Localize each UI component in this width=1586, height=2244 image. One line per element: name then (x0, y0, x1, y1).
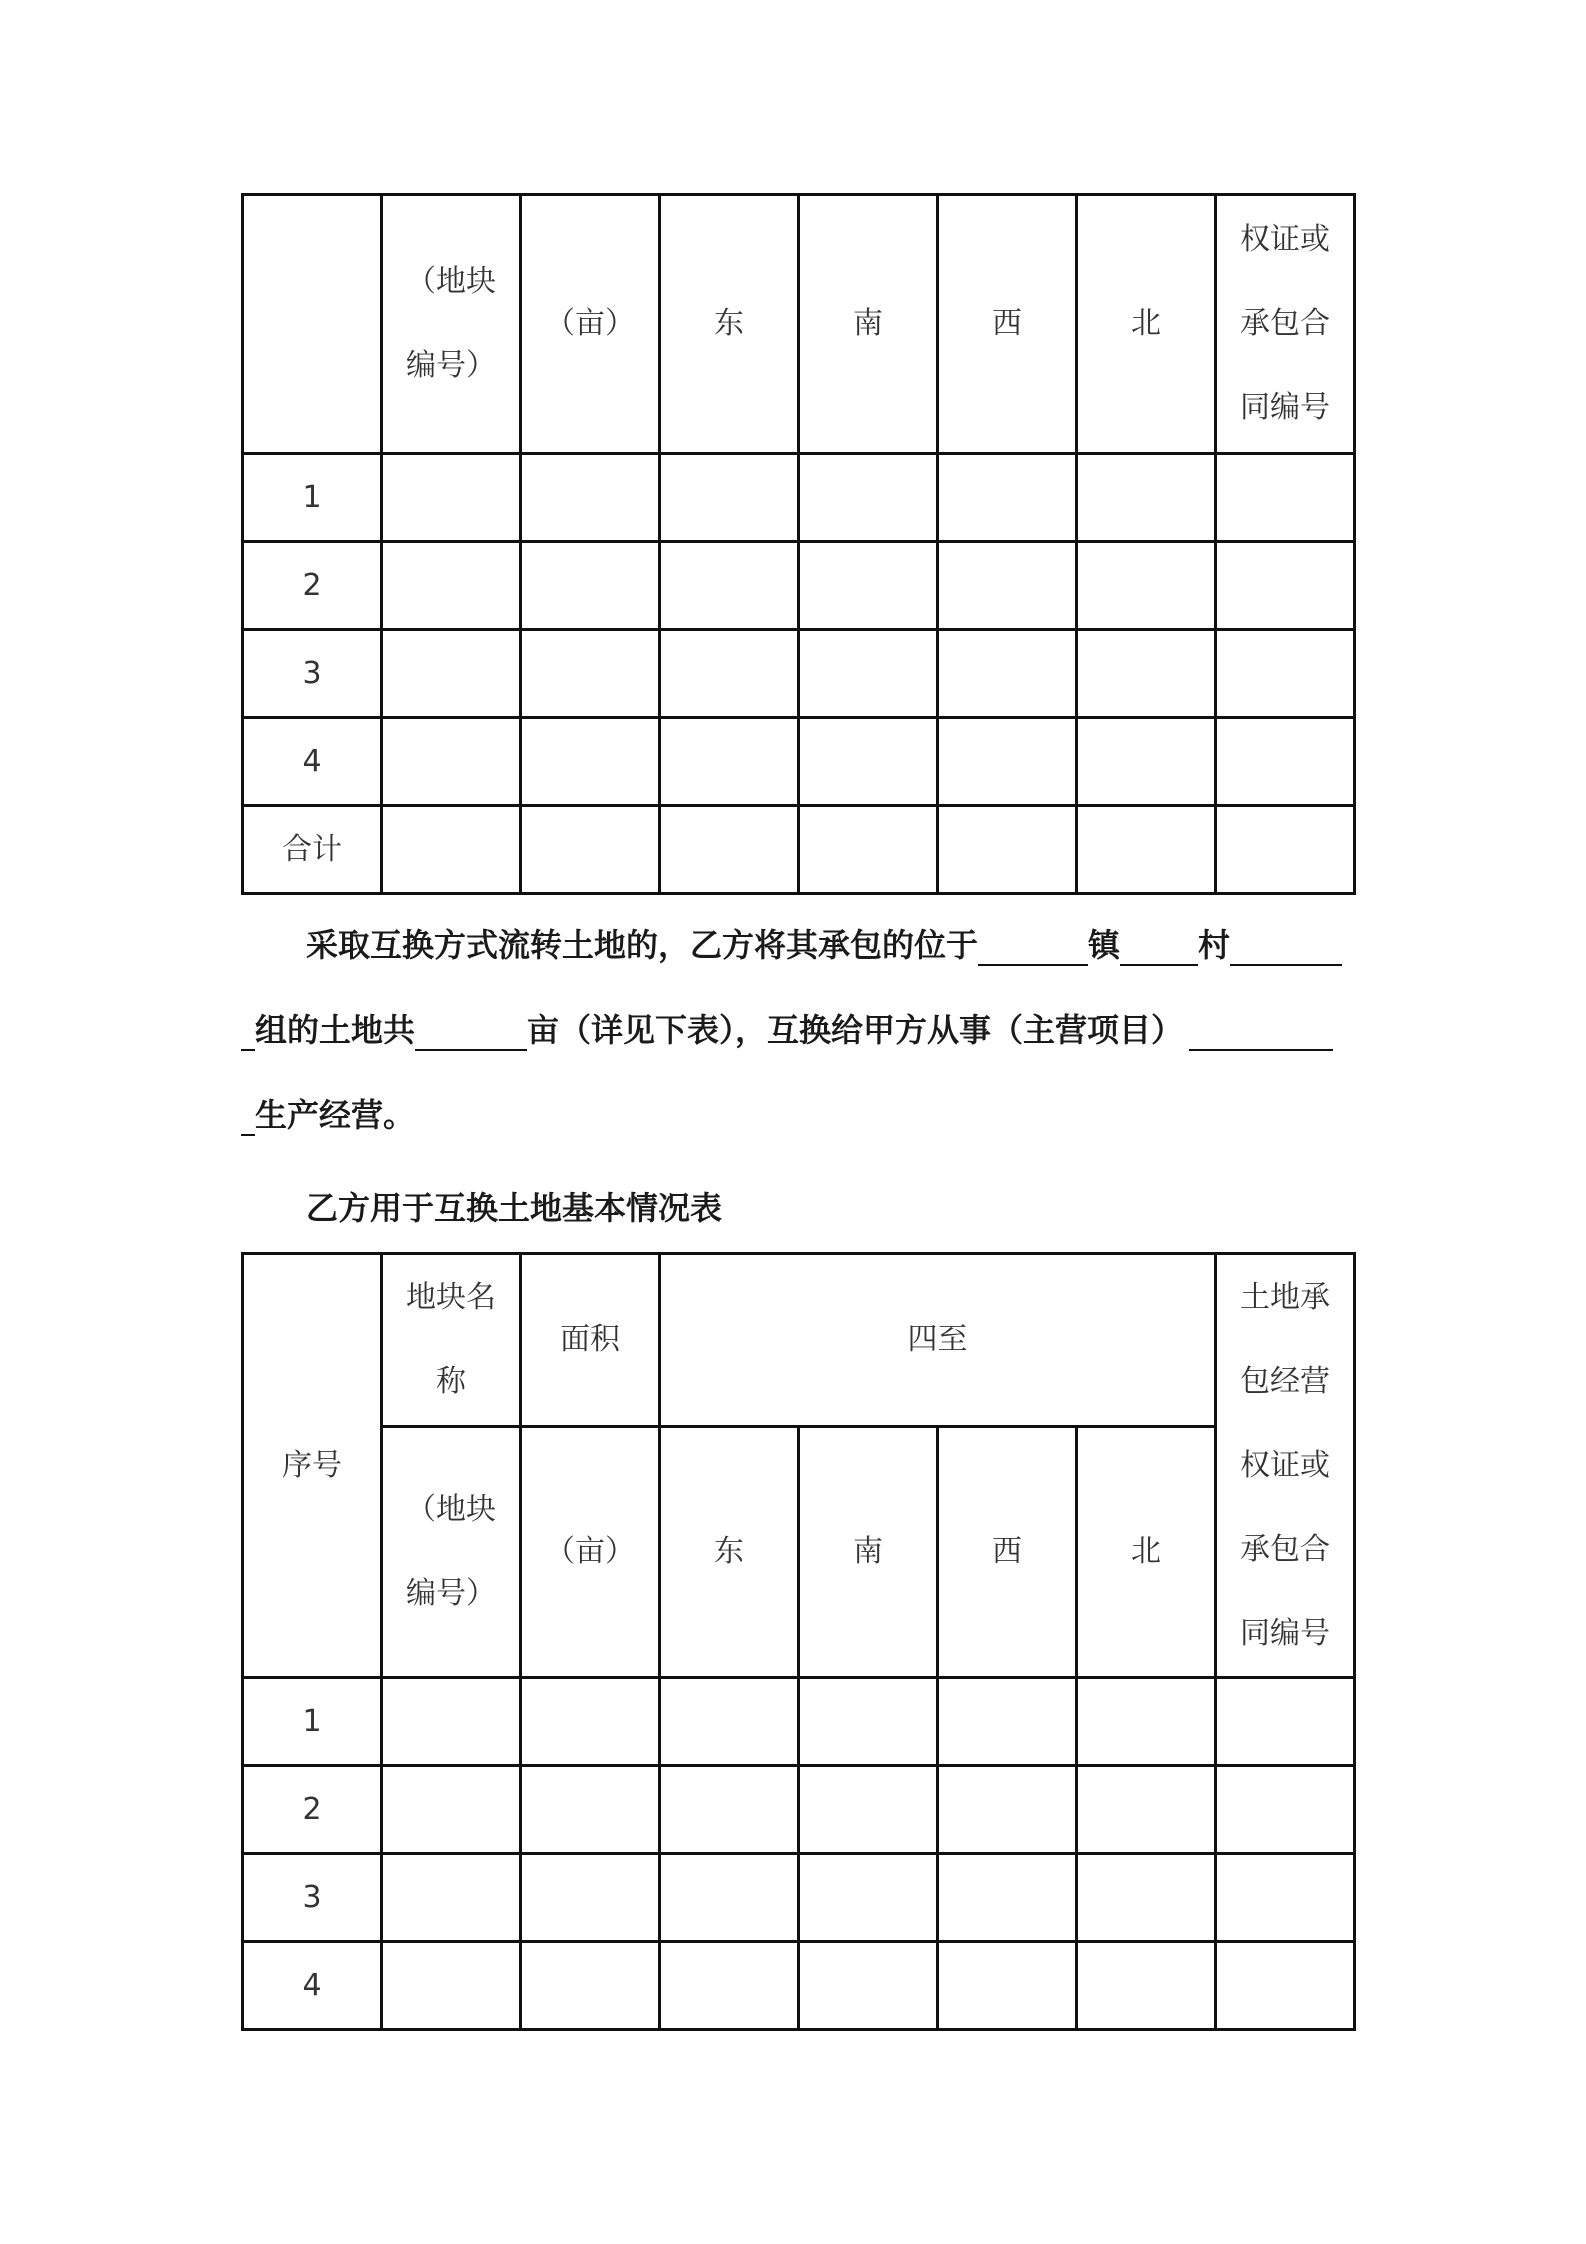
header-text: 承包合 (1240, 306, 1330, 341)
table-cell[interactable] (799, 1942, 938, 2030)
paragraph-text: 生产经营。 (255, 1096, 416, 1134)
table-cell[interactable] (382, 1678, 521, 1766)
table-cell[interactable] (1216, 806, 1355, 894)
table-cell[interactable] (799, 454, 938, 542)
table-cell[interactable] (799, 806, 938, 894)
mu-blank[interactable] (415, 1015, 527, 1051)
paragraph-text: 组的土地共 (255, 1011, 416, 1049)
header-text: （地块 (406, 264, 496, 299)
swap-paragraph-line2 (241, 1005, 1354, 1051)
table-cell[interactable] (521, 542, 660, 630)
header-text: 同编号 (1240, 390, 1330, 425)
row-label: 1 (243, 1678, 382, 1766)
row-label: 3 (243, 630, 382, 718)
header-text: 称 (436, 1364, 466, 1399)
header-text: 同编号 (1240, 1615, 1330, 1651)
table-cell[interactable] (938, 1766, 1077, 1854)
header-plot-number (382, 1427, 521, 1678)
table-cell[interactable] (938, 1942, 1077, 2030)
table-row (243, 718, 1355, 806)
table-row (243, 1854, 1355, 1942)
table-cell[interactable] (660, 718, 799, 806)
table-cell[interactable] (1216, 1942, 1355, 2030)
header-north: 北 (1077, 195, 1216, 454)
header-plot-number (382, 195, 521, 454)
table-cell[interactable] (1077, 718, 1216, 806)
table-cell[interactable] (799, 630, 938, 718)
table-cell[interactable] (521, 1854, 660, 1942)
header-boundaries: 四至 (660, 1254, 1216, 1427)
table-cell[interactable] (1216, 454, 1355, 542)
header-seq: 序号 (243, 1254, 382, 1678)
table-cell[interactable] (521, 1942, 660, 2030)
table-cell[interactable] (799, 1854, 938, 1942)
table-cell[interactable] (1077, 630, 1216, 718)
header-text: 地块名 (406, 1280, 496, 1315)
table-cell[interactable] (799, 542, 938, 630)
table-cell[interactable] (660, 542, 799, 630)
table-cell[interactable] (521, 718, 660, 806)
group-blank[interactable] (1230, 930, 1342, 966)
table-row (243, 454, 1355, 542)
header-plot-name (382, 1254, 521, 1427)
table-cell[interactable] (1077, 1942, 1216, 2030)
table-cell[interactable] (660, 806, 799, 894)
table-cell[interactable] (1216, 1678, 1355, 1766)
header-text: 权证或 (1240, 1447, 1330, 1483)
table-row (243, 1678, 1355, 1766)
header-cell-empty (243, 195, 382, 454)
town-blank[interactable] (978, 930, 1088, 966)
table-cell[interactable] (938, 630, 1077, 718)
table-header-row (243, 1254, 1355, 1427)
row-label: 3 (243, 1854, 382, 1942)
table-row (243, 1766, 1355, 1854)
swap-paragraph-line3 (241, 1090, 1354, 1136)
header-text: 土地承 (1240, 1279, 1330, 1315)
table-cell[interactable] (799, 1678, 938, 1766)
table-cell[interactable] (660, 1854, 799, 1942)
header-area: 面积 (521, 1254, 660, 1427)
paragraph-text: 亩（详见下表），互换给甲方从事（主营项目） (527, 1011, 1184, 1049)
swap-paragraph-line1 (306, 920, 1354, 966)
table-cell[interactable] (382, 1942, 521, 2030)
header-west: 西 (938, 1427, 1077, 1678)
village-blank[interactable] (1120, 930, 1198, 966)
table-cell[interactable] (382, 1766, 521, 1854)
header-text: 权证或 (1240, 222, 1330, 257)
table-row (243, 630, 1355, 718)
table-cell[interactable] (1216, 542, 1355, 630)
table-cell[interactable] (799, 718, 938, 806)
header-north: 北 (1077, 1427, 1216, 1678)
header-text: 包经营 (1240, 1363, 1330, 1399)
header-area-unit: （亩） (521, 1427, 660, 1678)
header-south: 南 (799, 195, 938, 454)
row-label-total: 合计 (243, 806, 382, 894)
table-row (243, 1942, 1355, 2030)
table-cell[interactable] (1077, 1854, 1216, 1942)
table-cell[interactable] (938, 718, 1077, 806)
header-west: 西 (938, 195, 1077, 454)
row-label: 4 (243, 1942, 382, 2030)
table-row (243, 542, 1355, 630)
table-cell[interactable] (382, 542, 521, 630)
header-certificate (1216, 1254, 1355, 1678)
table-cell[interactable] (938, 1678, 1077, 1766)
header-text: 编号） (406, 1576, 496, 1611)
table-cell[interactable] (1077, 806, 1216, 894)
table-cell[interactable] (1077, 1766, 1216, 1854)
header-text: （地块 (406, 1492, 496, 1527)
table-cell[interactable] (799, 1766, 938, 1854)
table-cell[interactable] (521, 630, 660, 718)
table-cell[interactable] (1216, 1854, 1355, 1942)
header-east: 东 (660, 1427, 799, 1678)
table-cell[interactable] (382, 454, 521, 542)
table-cell[interactable] (660, 1766, 799, 1854)
table-subheader-row (243, 1427, 1355, 1678)
table-cell[interactable] (1077, 542, 1216, 630)
table-cell[interactable] (382, 630, 521, 718)
table-cell[interactable] (660, 454, 799, 542)
row-label: 4 (243, 718, 382, 806)
table-cell[interactable] (660, 1942, 799, 2030)
header-east: 东 (660, 195, 799, 454)
table-cell[interactable] (660, 1678, 799, 1766)
table-cell[interactable] (1077, 1678, 1216, 1766)
table-cell[interactable] (938, 454, 1077, 542)
table-row-total (243, 806, 1355, 894)
row-label: 1 (243, 454, 382, 542)
table2-title: 乙方用于互换土地基本情况表 (306, 1189, 723, 1227)
row-label: 2 (243, 1766, 382, 1854)
table-cell[interactable] (660, 630, 799, 718)
paragraph-text: 村 (1198, 926, 1231, 964)
header-text: 承包合 (1240, 1531, 1330, 1567)
table-cell[interactable] (521, 1766, 660, 1854)
row-label: 2 (243, 542, 382, 630)
table-cell[interactable] (1216, 718, 1355, 806)
table-cell[interactable] (938, 1854, 1077, 1942)
table-cell[interactable] (1077, 454, 1216, 542)
table-cell[interactable] (382, 806, 521, 894)
header-area-unit: （亩） (521, 195, 660, 454)
main-project-blank[interactable] (1189, 1015, 1333, 1051)
table-cell[interactable] (1216, 630, 1355, 718)
table-header-row (243, 195, 1355, 454)
main-project-blank-continued[interactable] (241, 1100, 255, 1136)
paragraph-text: 镇 (1088, 926, 1121, 964)
table-cell[interactable] (521, 806, 660, 894)
group-blank-continued[interactable] (241, 1015, 255, 1051)
paragraph-text: 采取互换方式流转土地的，乙方将其承包的位于 (306, 926, 979, 964)
table-cell[interactable] (938, 806, 1077, 894)
header-text: 编号） (406, 348, 496, 383)
table-cell[interactable] (382, 1854, 521, 1942)
header-south: 南 (799, 1427, 938, 1678)
table-cell[interactable] (382, 718, 521, 806)
table-cell[interactable] (521, 1678, 660, 1766)
party-b-swap-land-table (241, 1252, 1356, 2031)
table-cell[interactable] (938, 542, 1077, 630)
table-cell[interactable] (521, 454, 660, 542)
land-table-continued (241, 193, 1356, 895)
header-certificate-number (1216, 195, 1355, 454)
table-cell[interactable] (1216, 1766, 1355, 1854)
